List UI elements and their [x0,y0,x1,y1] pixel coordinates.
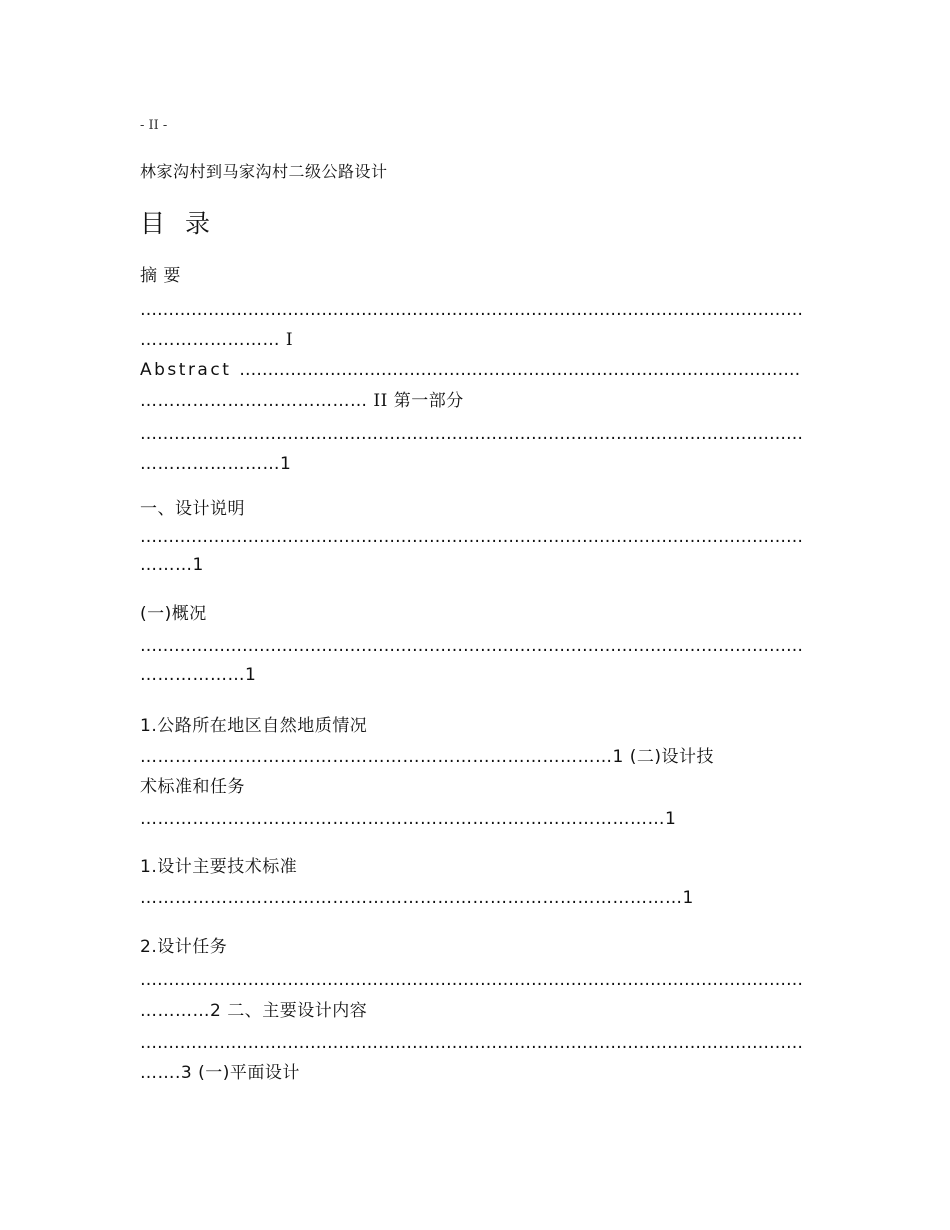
toc-leader-dots [140,527,806,547]
toc-page-number: 1 [245,665,257,685]
toc-entry-page-line[interactable] [140,809,676,829]
toc-page-number: 3 [180,1063,193,1083]
toc-label-text: (一)平面设计 [198,1063,300,1083]
toc-label-text: (一)概况 [140,604,207,624]
toc-entry-page-line[interactable] [140,330,293,350]
toc-entry-page-line[interactable] [140,1001,367,1021]
leader-fill: ……………………………………………………………………………………………………… [140,970,803,990]
toc-page-number: 1 [612,747,624,767]
leader-fill: ……………………………………………………………………………………………………… [140,424,803,444]
toc-label-text: 术标准和任务 [140,777,245,797]
toc-entry-label[interactable] [140,777,245,797]
toc-entry-page-line[interactable] [140,747,714,767]
toc-label-text: 一、设计说明 [140,499,245,519]
document-title: 林家沟村到马家沟村二级公路设计 [140,162,388,181]
leader-fill: ……………………………………………………………………………………………………… [140,527,803,547]
toc-entry-page-line[interactable] [140,391,464,411]
page-number: - II - [140,118,168,133]
toc-entry-label[interactable] [140,716,367,736]
toc-label-text: Abstract [140,360,232,380]
toc-leader-dots [140,1033,806,1053]
toc-leader-dots: ……. [140,1063,181,1083]
toc-page-number: 1 [192,555,204,575]
toc-leader-dots: ……… [140,555,193,575]
toc-page-number: I [285,330,294,350]
toc-page-number: II [373,391,388,411]
toc-label-text: (二)设计技 [629,747,714,767]
toc-entry-page-line[interactable] [140,1063,300,1083]
toc-entry-page-line[interactable] [140,888,694,908]
toc-heading: 目 录 [140,209,216,238]
toc-entry-label[interactable] [140,937,227,957]
toc-label-text: 2.设计任务 [140,937,228,957]
toc-entry-label[interactable] [140,857,297,877]
toc-label-text: 二、主要设计内容 [227,1001,368,1021]
toc-entry-page-line[interactable] [140,665,256,685]
toc-entry-label[interactable] [140,266,181,286]
toc-label-text: 1.设计主要技术标准 [140,857,298,877]
leader-fill: ……………………………………………………………………………………………………… [140,300,803,320]
toc-leader-dots [140,636,806,656]
toc-leader-dots: ………………………………… [140,391,368,411]
toc-label-text: 第一部分 [393,391,464,411]
toc-leader-dots [140,424,806,444]
toc-entry-label[interactable] [140,604,207,624]
toc-leader-dots: …………………… [140,454,280,474]
toc-page-number: 1 [665,809,677,829]
toc-label-text: 摘 要 [140,266,181,286]
toc-leader-dots: ………… [140,1001,210,1021]
toc-leader-dots: ………………………………………………………………………………… [140,888,683,908]
toc-leader-dots: ……………………………………………………………………… [140,747,613,767]
toc-entry-page-line[interactable] [140,454,291,474]
leader-fill: ……………………………………………………………………………………………………… [140,1033,803,1053]
toc-leader-dots: ……………… [140,665,245,685]
toc-leader-dots: ……………………………………………………………………………………… [239,360,801,380]
toc-leader-dots: …………………… [140,330,280,350]
toc-leader-dots [140,970,806,990]
toc-entry-abstract[interactable] [140,360,800,380]
toc-page-number: 2 [210,1001,222,1021]
leader-fill: ……………………………………………………………………………………………………… [140,636,803,656]
toc-entry-page-line[interactable] [140,555,204,575]
toc-leader-dots [140,300,806,320]
toc-page-number: 1 [682,888,694,908]
toc-label-text: 1.公路所在地区自然地质情况 [140,716,368,736]
toc-entry-label[interactable] [140,499,245,519]
toc-leader-dots: ……………………………………………………………………………… [140,809,665,829]
toc-page-number: 1 [280,454,292,474]
